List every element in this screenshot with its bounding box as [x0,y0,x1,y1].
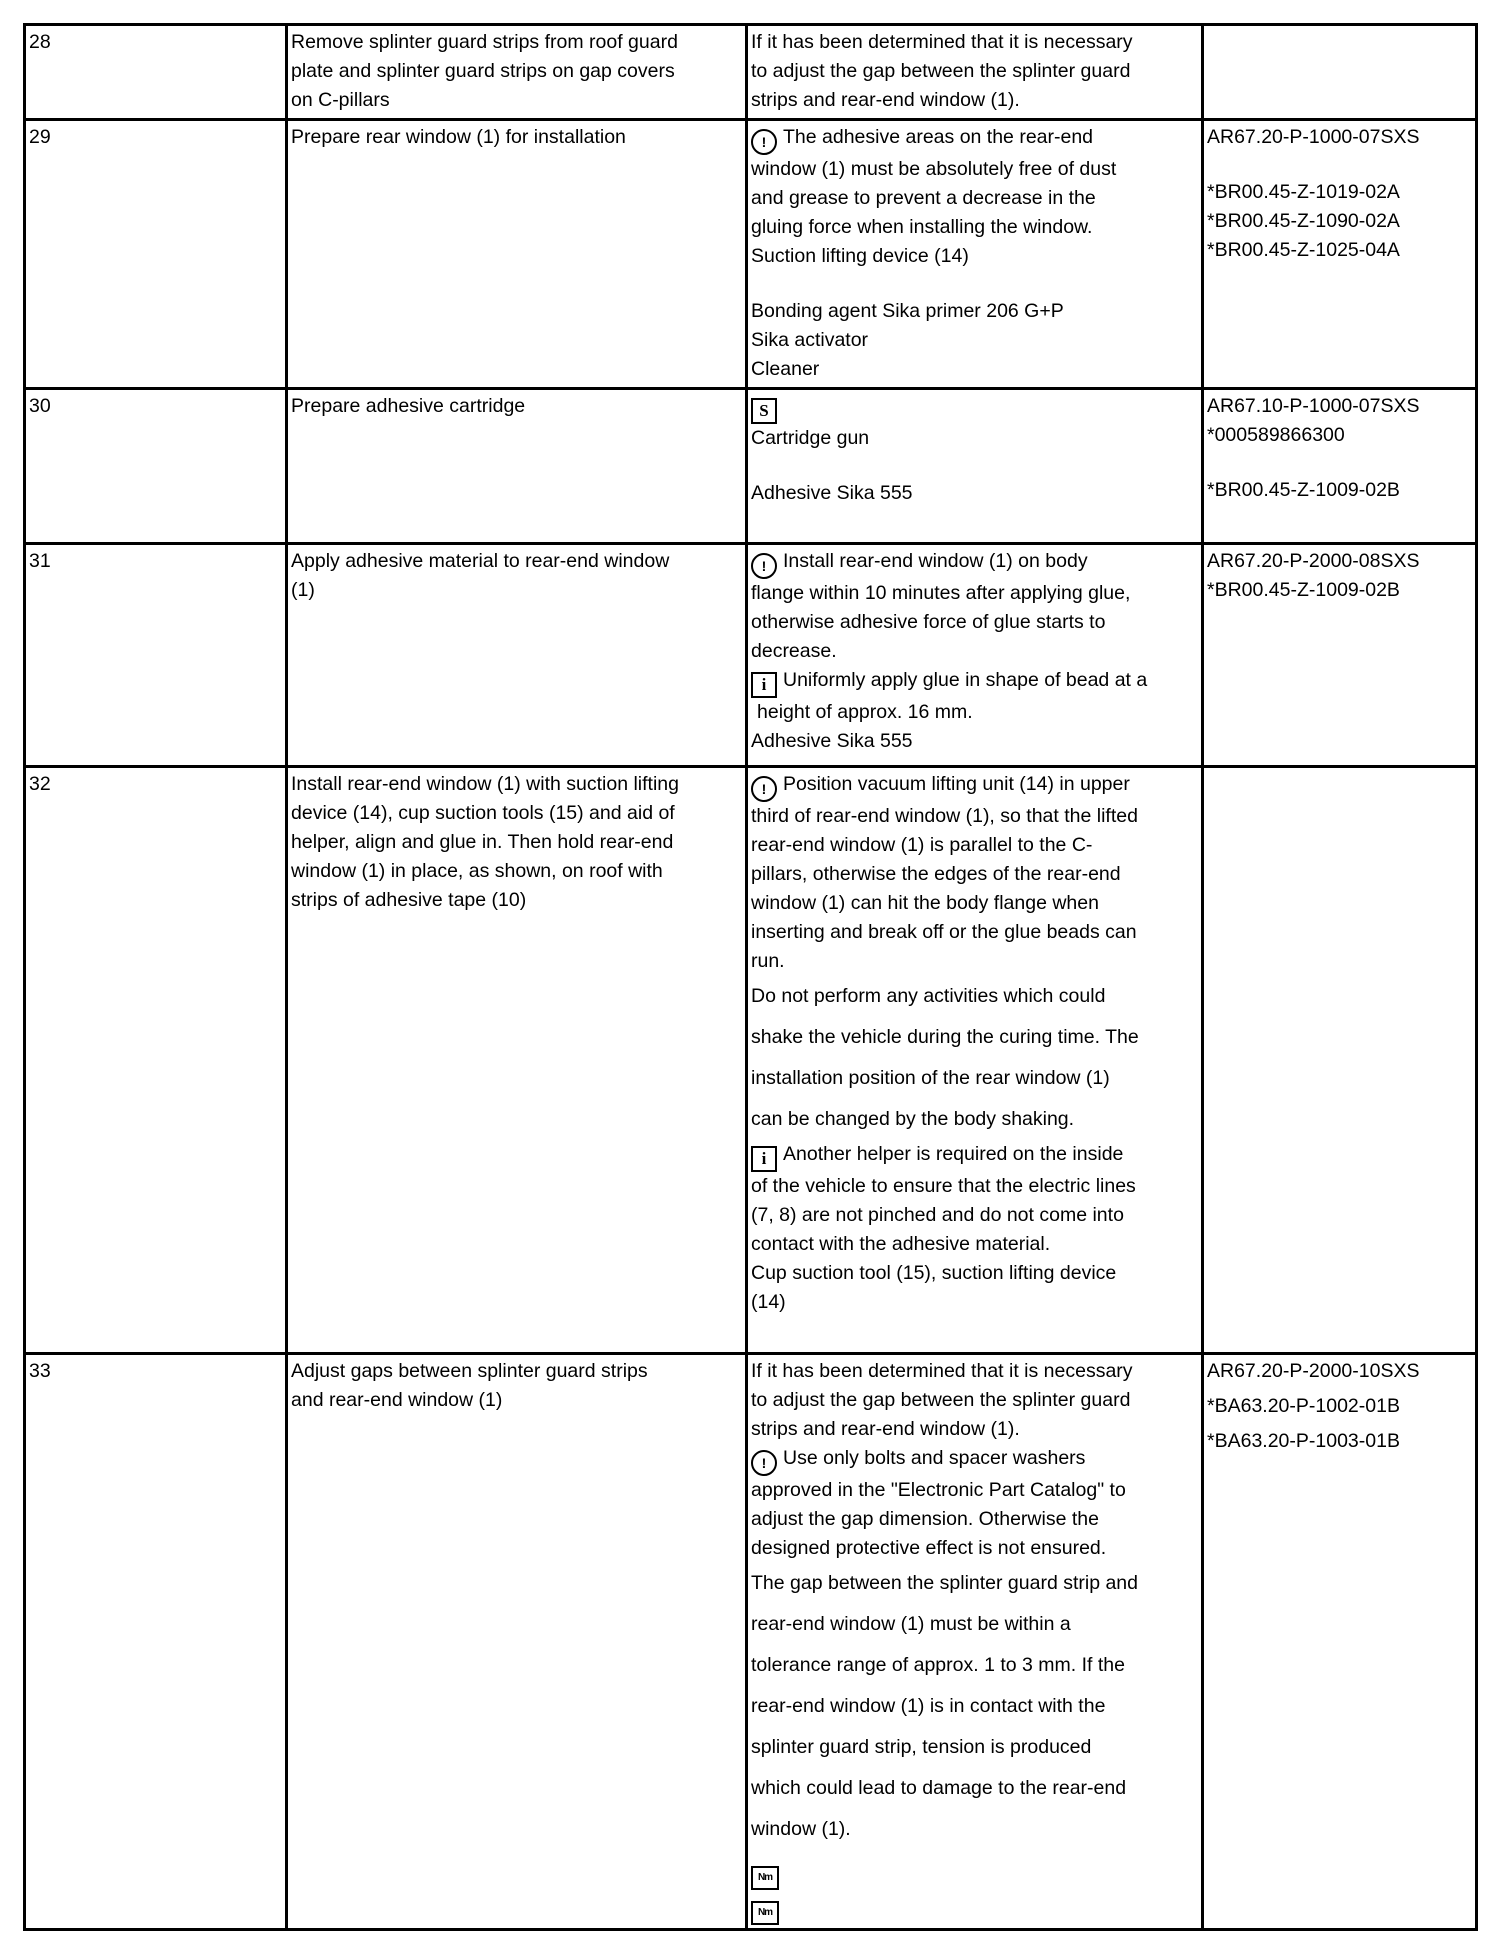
table-row [25,544,1477,767]
torque-nm-icon: Nm [751,1866,779,1890]
table-row [25,767,1477,1354]
material-ref-link[interactable]: *BR00.45-Z-1009-02B [1207,579,1400,601]
warning-circle-icon: ! [751,1450,777,1476]
table-row [25,1354,1477,1930]
step-number: 33 [25,1354,287,1930]
step-notes: ! Position vacuum lifting unit (14) in upper third of rear-end window (1), so that the lifted rear-end window (1) is parallel to the C- pillars, otherwise the edges of the rear-end window (1) can hit the body flange when inserting and break off or the glue beads can run. Do not perform any activities which could shake the vehicle during the curing time. The installation position of the rear window (1) can be changed by the body shaking. i Another helper is required on the inside of the vehicle to ensure that the electric lines (7, 8) are not pinched and do not come into contact with the adhesive material. Cup suction tool (15), suction lifting device (14) [747,767,1203,1354]
step-task: Prepare rear window (1) for installation [287,120,747,389]
table-row [25,120,1477,389]
step-notes: ! The adhesive areas on the rear-end window (1) must be absolutely free of dust and grease to prevent a decrease in the gluing force when installing the window. Suction lifting device (14) Bonding agent Sika primer 206 G+P Sika activator Cleaner [747,120,1203,389]
document-ref-link[interactable]: AR67.10-P-1000-07SXS [1207,395,1420,417]
document-ref-link[interactable]: AR67.20-P-1000-07SXS [1207,126,1420,148]
step-notes: If it has been determined that it is necessary to adjust the gap between the splinter guard strips and rear-end window (1). ! Use only bolts and spacer washers approved in the "Electronic Part Catalog" to adjust the gap dimension. Otherwise the designed protective effect is not ensured. The gap between the splinter guard strip and rear-end window (1) must be within a tolerance range of approx. 1 to 3 mm. If the rear-end window (1) is in contact with the splinter guard strip, tension is produced which could lead to damage to the rear-end window (1). Nm Nm [747,1354,1203,1930]
info-square-icon: i [751,1146,777,1172]
step-task: Adjust gaps between splinter guard strips and rear-end window (1) [287,1354,747,1930]
step-notes: S Cartridge gun Adhesive Sika 555 [747,389,1203,544]
step-number: 31 [25,544,287,767]
step-number: 29 [25,120,287,389]
torque-ref-link[interactable]: *BA63.20-P-1003-01B [1207,1430,1400,1452]
step-notes: If it has been determined that it is necessary to adjust the gap between the splinter guard strips and rear-end window (1). [747,25,1203,120]
step-task: Remove splinter guard strips from roof guard plate and splinter guard strips on gap covers on C-pillars [287,25,747,120]
tool-ref-link[interactable]: *000589866300 [1207,424,1345,446]
procedure-table [23,23,1478,1931]
torque-ref-link[interactable]: *BA63.20-P-1002-01B [1207,1395,1400,1417]
material-ref-link[interactable]: *BR00.45-Z-1025-04A [1207,239,1400,261]
info-square-icon: i [751,672,777,698]
special-tool-icon: S [751,398,777,424]
warning-circle-icon: ! [751,129,777,155]
warning-circle-icon: ! [751,553,777,579]
material-ref-link[interactable]: *BR00.45-Z-1009-02B [1207,479,1400,501]
material-ref-link[interactable]: *BR00.45-Z-1090-02A [1207,210,1400,232]
torque-nm-icon: Nm [751,1901,779,1925]
step-task: Prepare adhesive cartridge [287,389,747,544]
step-task: Install rear-end window (1) with suction lifting device (14), cup suction tools (15) and aid of helper, align and glue in. Then hold rear-end window (1) in place, as shown, on roof with strips of adhesive tape (10) [287,767,747,1354]
step-refs [1203,767,1477,1354]
step-refs [1203,120,1477,389]
step-notes: ! Install rear-end window (1) on body flange within 10 minutes after applying glue, otherwise adhesive force of glue starts to decrease. i Uniformly apply glue in shape of bead at a height of approx. 16 mm. Adhesive Sika 555 [747,544,1203,767]
material-ref-link[interactable]: *BR00.45-Z-1019-02A [1207,181,1400,203]
step-refs [1203,25,1477,120]
warning-circle-icon: ! [751,776,777,802]
document-ref-link[interactable]: AR67.20-P-2000-10SXS [1207,1360,1420,1382]
step-refs [1203,1354,1477,1930]
document-ref-link[interactable]: AR67.20-P-2000-08SXS [1207,550,1420,572]
step-number: 32 [25,767,287,1354]
step-task: Apply adhesive material to rear-end window (1) [287,544,747,767]
table-row [25,389,1477,544]
step-number: 30 [25,389,287,544]
table-row [25,25,1477,120]
step-refs [1203,389,1477,544]
step-refs [1203,544,1477,767]
step-number: 28 [25,25,287,120]
